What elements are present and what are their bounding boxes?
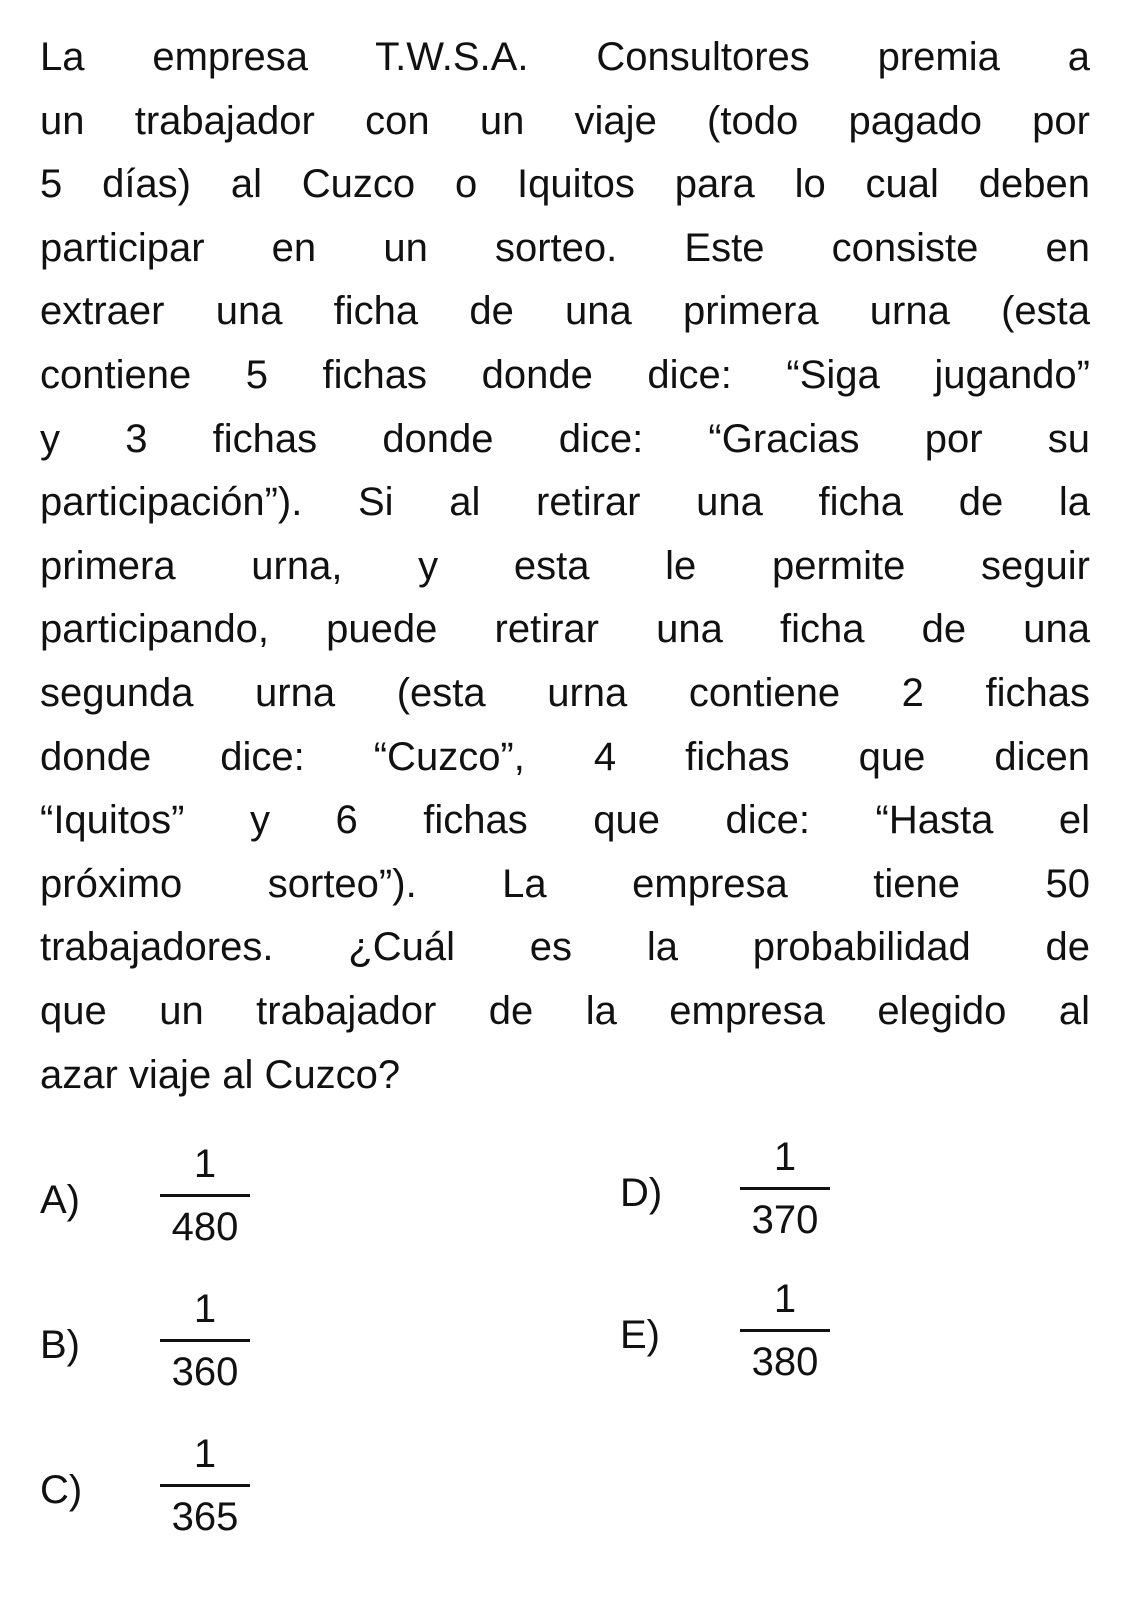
option-fraction [740, 1277, 830, 1384]
problem-line: participación”). Si al retirar una ficha de la [40, 480, 1090, 525]
problem-line: “Iquitos” y 6 fichas que dice: “Hasta el [40, 798, 1090, 843]
problem-line: extraer una ficha de una primera urna (esta [40, 289, 1090, 334]
problem-line: un trabajador con un viaje (todo pagado por [40, 98, 1090, 143]
option-b [40, 1275, 250, 1405]
problem-line: participar en un sorteo. Este consiste en [40, 225, 1090, 270]
option-a [40, 1130, 250, 1260]
problem-line: donde dice: “Cuzco”, 4 fichas que dicen [40, 734, 1090, 779]
fraction-denominator: 370 [751, 1197, 819, 1242]
problem-line: primera urna, y esta le permite seguir [40, 543, 1090, 588]
option-label: C) [40, 1468, 83, 1512]
fraction-numerator: 1 [193, 1286, 217, 1331]
option-fraction [160, 1142, 250, 1249]
option-fraction [740, 1135, 830, 1242]
problem-line: trabajadores. ¿Cuál es la probabilidad de [40, 925, 1090, 970]
option-c [40, 1420, 250, 1550]
option-d [620, 1123, 830, 1253]
option-label: D) [620, 1171, 663, 1215]
fraction-denominator: 360 [171, 1349, 239, 1394]
option-label: E) [620, 1313, 660, 1357]
problem-line: próximo sorteo”). La empresa tiene 50 [40, 861, 1090, 906]
fraction-numerator: 1 [193, 1141, 217, 1186]
option-label: B) [40, 1323, 80, 1367]
fraction-numerator: 1 [773, 1134, 797, 1179]
problem-statement [40, 26, 1090, 1107]
problem-line: y 3 fichas donde dice: “Gracias por su [40, 416, 1090, 461]
fraction-numerator: 1 [773, 1276, 797, 1321]
problem-line: que un trabajador de la empresa elegido al [40, 988, 1090, 1033]
problem-line: segunda urna (esta urna contiene 2 fichas [40, 670, 1090, 715]
option-e [620, 1265, 830, 1395]
fraction-denominator: 380 [751, 1339, 819, 1384]
problem-line: participando, puede retirar una ficha de una [40, 607, 1090, 652]
option-fraction [160, 1287, 250, 1394]
problem-line: contiene 5 fichas donde dice: “Siga jugando” [40, 352, 1090, 397]
problem-line: La empresa T.W.S.A. Consultores premia a [40, 35, 1090, 79]
problem-line: azar viaje al Cuzco? [40, 1052, 401, 1097]
fraction-denominator: 365 [171, 1494, 239, 1539]
option-label: A) [40, 1178, 80, 1222]
fraction-denominator: 480 [171, 1204, 239, 1249]
problem-line: 5 días) al Cuzco o Iquitos para lo cual deben [40, 162, 1090, 207]
fraction-numerator: 1 [193, 1431, 217, 1476]
option-fraction [160, 1432, 250, 1539]
